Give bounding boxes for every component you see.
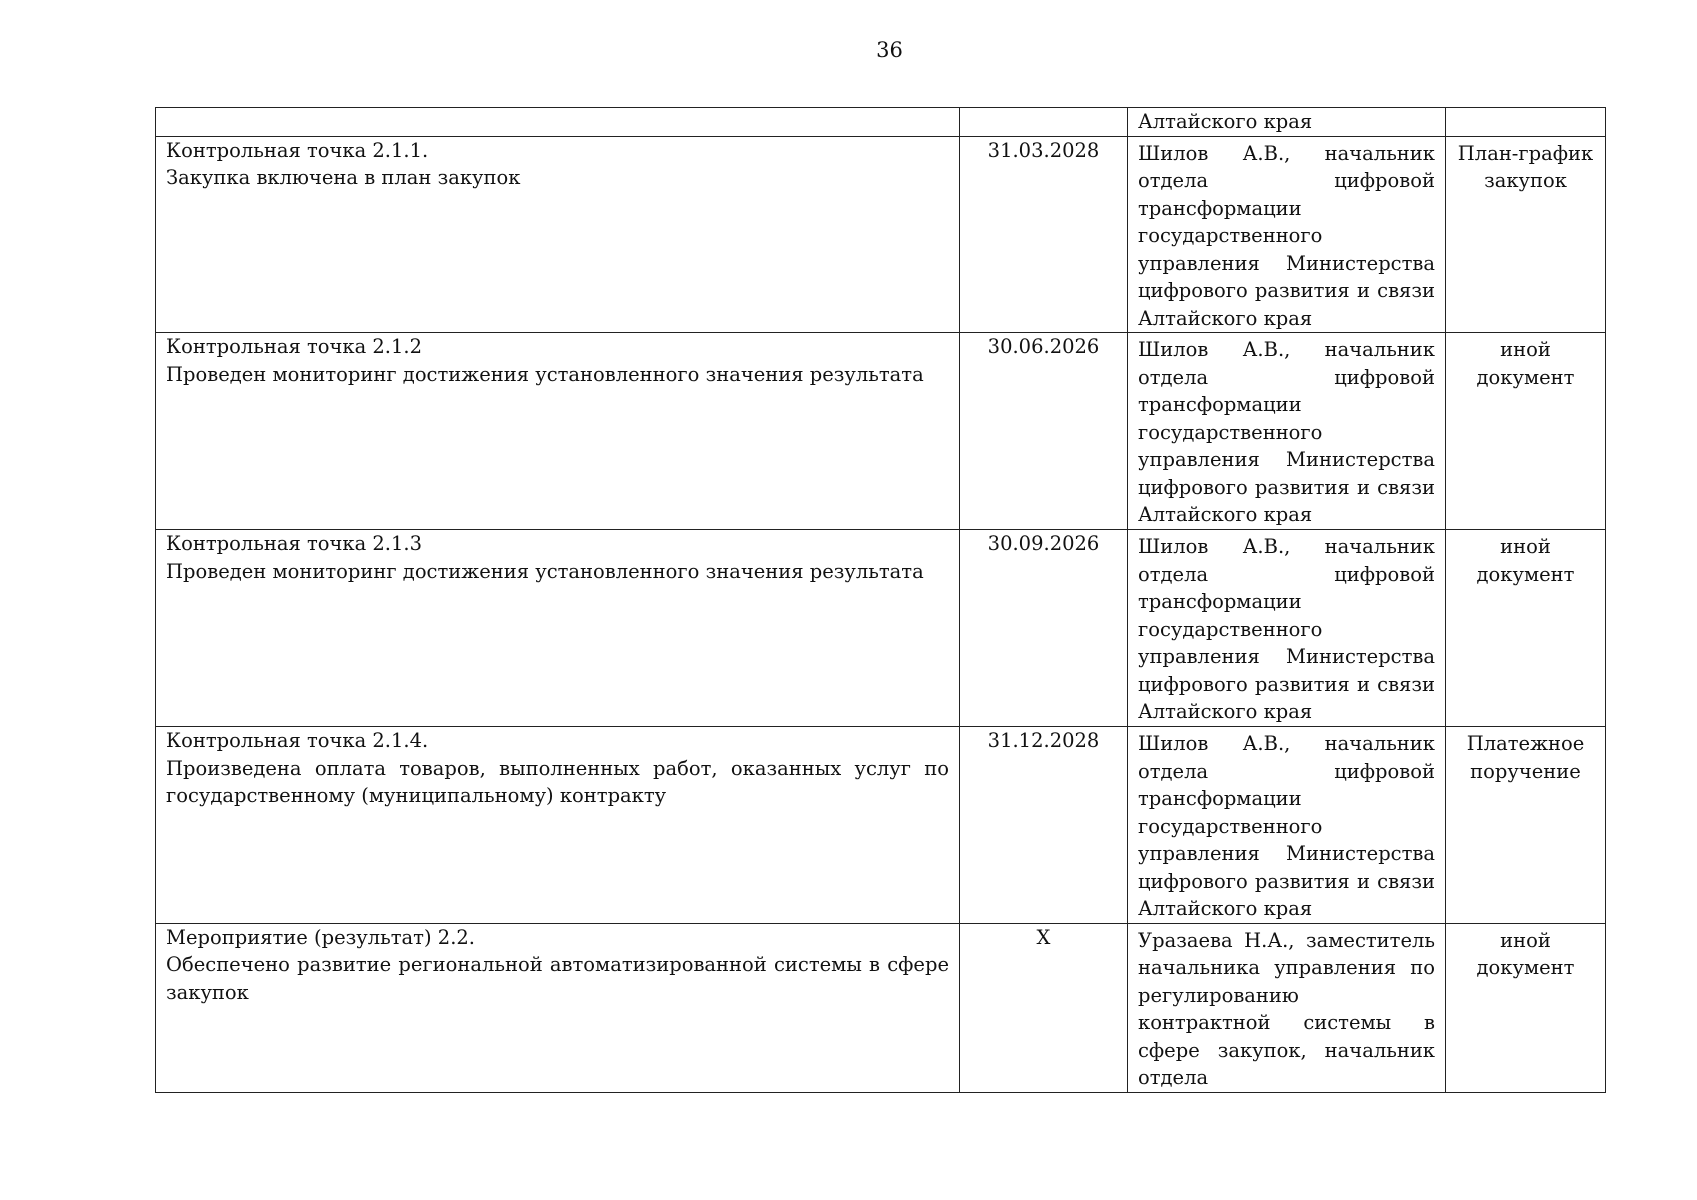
- event-text: Обеспечено развитие региональной автоматизированной системы в сфере закупок: [166, 953, 949, 1004]
- table-row: [156, 530, 1606, 727]
- table-row: [156, 136, 1606, 333]
- event-title: Мероприятие (результат) 2.2.: [166, 925, 475, 949]
- cell-date: X: [960, 923, 1128, 1092]
- cell-responsible: Уразаева Н.А., заместитель начальника управления по регулированию контрактной системы в сфере закупок, начальник отдела: [1128, 923, 1446, 1092]
- control-point-title: Контрольная точка 2.1.1.: [166, 138, 429, 162]
- control-point-title: Контрольная точка 2.1.2: [166, 335, 423, 358]
- cell-responsible: Шилов А.В., начальник отдела цифровой трансформации государственного управления Министерства цифрового развития и связи Алтайского края: [1128, 727, 1446, 924]
- cell-responsible: Шилов А.В., начальник отдела цифровой трансформации государственного управления Министерства цифрового развития и связи Алтайского края: [1128, 136, 1446, 333]
- table-row: [156, 333, 1606, 530]
- cell-responsible: Шилов А.В., начальник отдела цифровой трансформации государственного управления Министерства цифрового развития и связи Алтайского края: [1128, 333, 1446, 530]
- control-point-text: Закупка включена в план закупок: [166, 166, 521, 189]
- table-row-continuation: [156, 108, 1606, 137]
- table-row: [156, 727, 1606, 924]
- control-point-title: Контрольная точка 2.1.3: [166, 532, 423, 555]
- cell-description: [156, 333, 960, 530]
- cell-date: [960, 108, 1128, 137]
- table-row: [156, 923, 1606, 1092]
- control-point-title: Контрольная точка 2.1.4.: [166, 729, 429, 752]
- cell-description: [156, 108, 960, 137]
- cell-document: План-график закупок: [1446, 136, 1606, 333]
- cell-date: 30.09.2026: [960, 530, 1128, 727]
- cell-document: иной документ: [1446, 530, 1606, 727]
- cell-description: [156, 530, 960, 727]
- cell-document: Платежное поручение: [1446, 727, 1606, 924]
- cell-responsible: Алтайского края: [1128, 108, 1446, 137]
- control-point-text: Проведен мониторинг достижения установленного значения результата: [166, 559, 924, 583]
- cell-responsible: Шилов А.В., начальник отдела цифровой трансформации государственного управления Министерства цифрового развития и связи Алтайского края: [1128, 530, 1446, 727]
- control-point-text: Проведен мониторинг достижения установленного значения результата: [166, 362, 924, 386]
- cell-document: [1446, 108, 1606, 137]
- cell-date: 31.12.2028: [960, 727, 1128, 924]
- cell-document: иной документ: [1446, 923, 1606, 1092]
- control-points-table: [155, 107, 1606, 1093]
- cell-date: 31.03.2028: [960, 136, 1128, 333]
- cell-description: [156, 727, 960, 924]
- cell-date: 30.06.2026: [960, 333, 1128, 530]
- page-number: 36: [876, 38, 903, 62]
- control-point-text: Произведена оплата товаров, выполненных работ, оказанных услуг по государственному (муниципальному) контракту: [166, 756, 949, 807]
- cell-description: [156, 923, 960, 1092]
- cell-document: иной документ: [1446, 333, 1606, 530]
- cell-description: [156, 136, 960, 333]
